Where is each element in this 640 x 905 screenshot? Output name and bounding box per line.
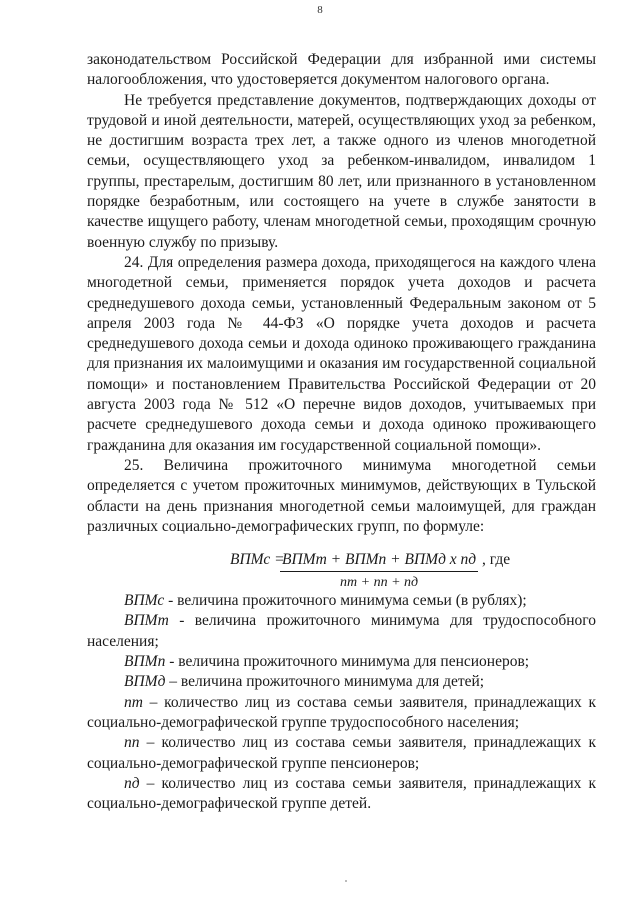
formula-fraction [280,550,478,594]
definition-text: - величина прожиточного минимума семьи (в рублях); [164,592,527,610]
paragraph-continuation: законодательством Российской Федерации для избранной ими системы налогообложения, что удостоверяется документом налогового органа. [87,51,596,89]
definition-symbol: ВПМп [124,653,166,671]
definition-symbol: ВПМт [124,612,169,630]
formula-denominator: nт + nп + nд [340,575,419,591]
definition-text: - величина прожиточного минимума для трудоспособного населения; [87,612,596,650]
paragraph-exemptions: Не требуется представление документов, подтверждающих доходы от трудовой и иной деятельности, матерей, осуществляющих уход за ребенком, не достигшим возраста трех лет, а также одного из членов многодетной семьи, осуществляющего уход за ребенком-инвалидом, инвалидом 1 группы, престарелым, достигшим 80 лет, или признанного в установленном порядке безработным, или состоящего на учете в службе занятости в качестве ищущего работу, членам многодетной семьи, проходящим срочную военную службу по призыву. [87,91,596,251]
definition-symbol: nп [124,734,140,752]
paragraph-24: 24. Для определения размера дохода, приходящегося на каждого члена многодетной семьи, применяется порядок учета доходов и расчета среднедушевого дохода семьи, установленный Федеральным законом от 5 апреля 2003 года № 44-ФЗ «О порядке учета доходов и расчета среднедушевого дохода семьи и дохода одиноко проживающего гражданина для признания их малоимущими и оказания им государственной социальной помощи» и постановлением Правительства Российской Федерации от 20 августа 2003 года № 512 «О перечне видов доходов, учитываемых при расчете среднедушевого дохода семьи и дохода одиноко проживающего гражданина для оказания им государственной социальной помощи». [87,253,596,454]
definition-symbol: ВПМс [124,592,165,610]
paragraph-25: 25. Величина прожиточного минимума многодетной семьи определяется с учетом прожиточных минимумов, действующих в Тульской области на день признания многодетной семьи малоимущей, для граждан различных социально-демографических групп, по формуле: [87,456,596,535]
document-body [87,50,596,814]
definition-symbol: nд [124,774,140,792]
formula [87,550,596,591]
page-number: 8 [317,4,323,16]
definition-text: – количество лиц из состава семьи заявителя, принадлежащих к социально-демографической группе детей. [87,774,596,813]
definition-vpm-working [87,611,596,652]
definition-text: – величина прожиточного минимума для детей; [165,673,485,691]
scan-speck [345,880,347,882]
formula-numerator: ВПМт + ВПМп + ВПМд х nд [280,550,478,572]
definition-vpm-family [87,591,596,611]
definition-text: - величина прожиточного минимума для пенсионеров; [165,653,530,671]
definition-text: – количество лиц из состава семьи заявителя, принадлежащих к социально-демографической группе трудоспособного населения; [87,693,596,731]
definition-text: – количество лиц из состава семьи заявителя, принадлежащих к социально-демографической группе пенсионеров; [87,734,596,772]
definition-n-children [87,774,596,815]
definition-n-pensioners [87,733,596,774]
definition-vpm-children [87,672,596,692]
definition-vpm-pensioners [87,652,596,672]
formula-lhs: ВПМс = [230,551,285,569]
formula-suffix: , где [482,551,511,569]
definition-symbol: nт [124,693,143,711]
definition-symbol: ВПМд [124,673,166,691]
definition-n-working [87,693,596,734]
